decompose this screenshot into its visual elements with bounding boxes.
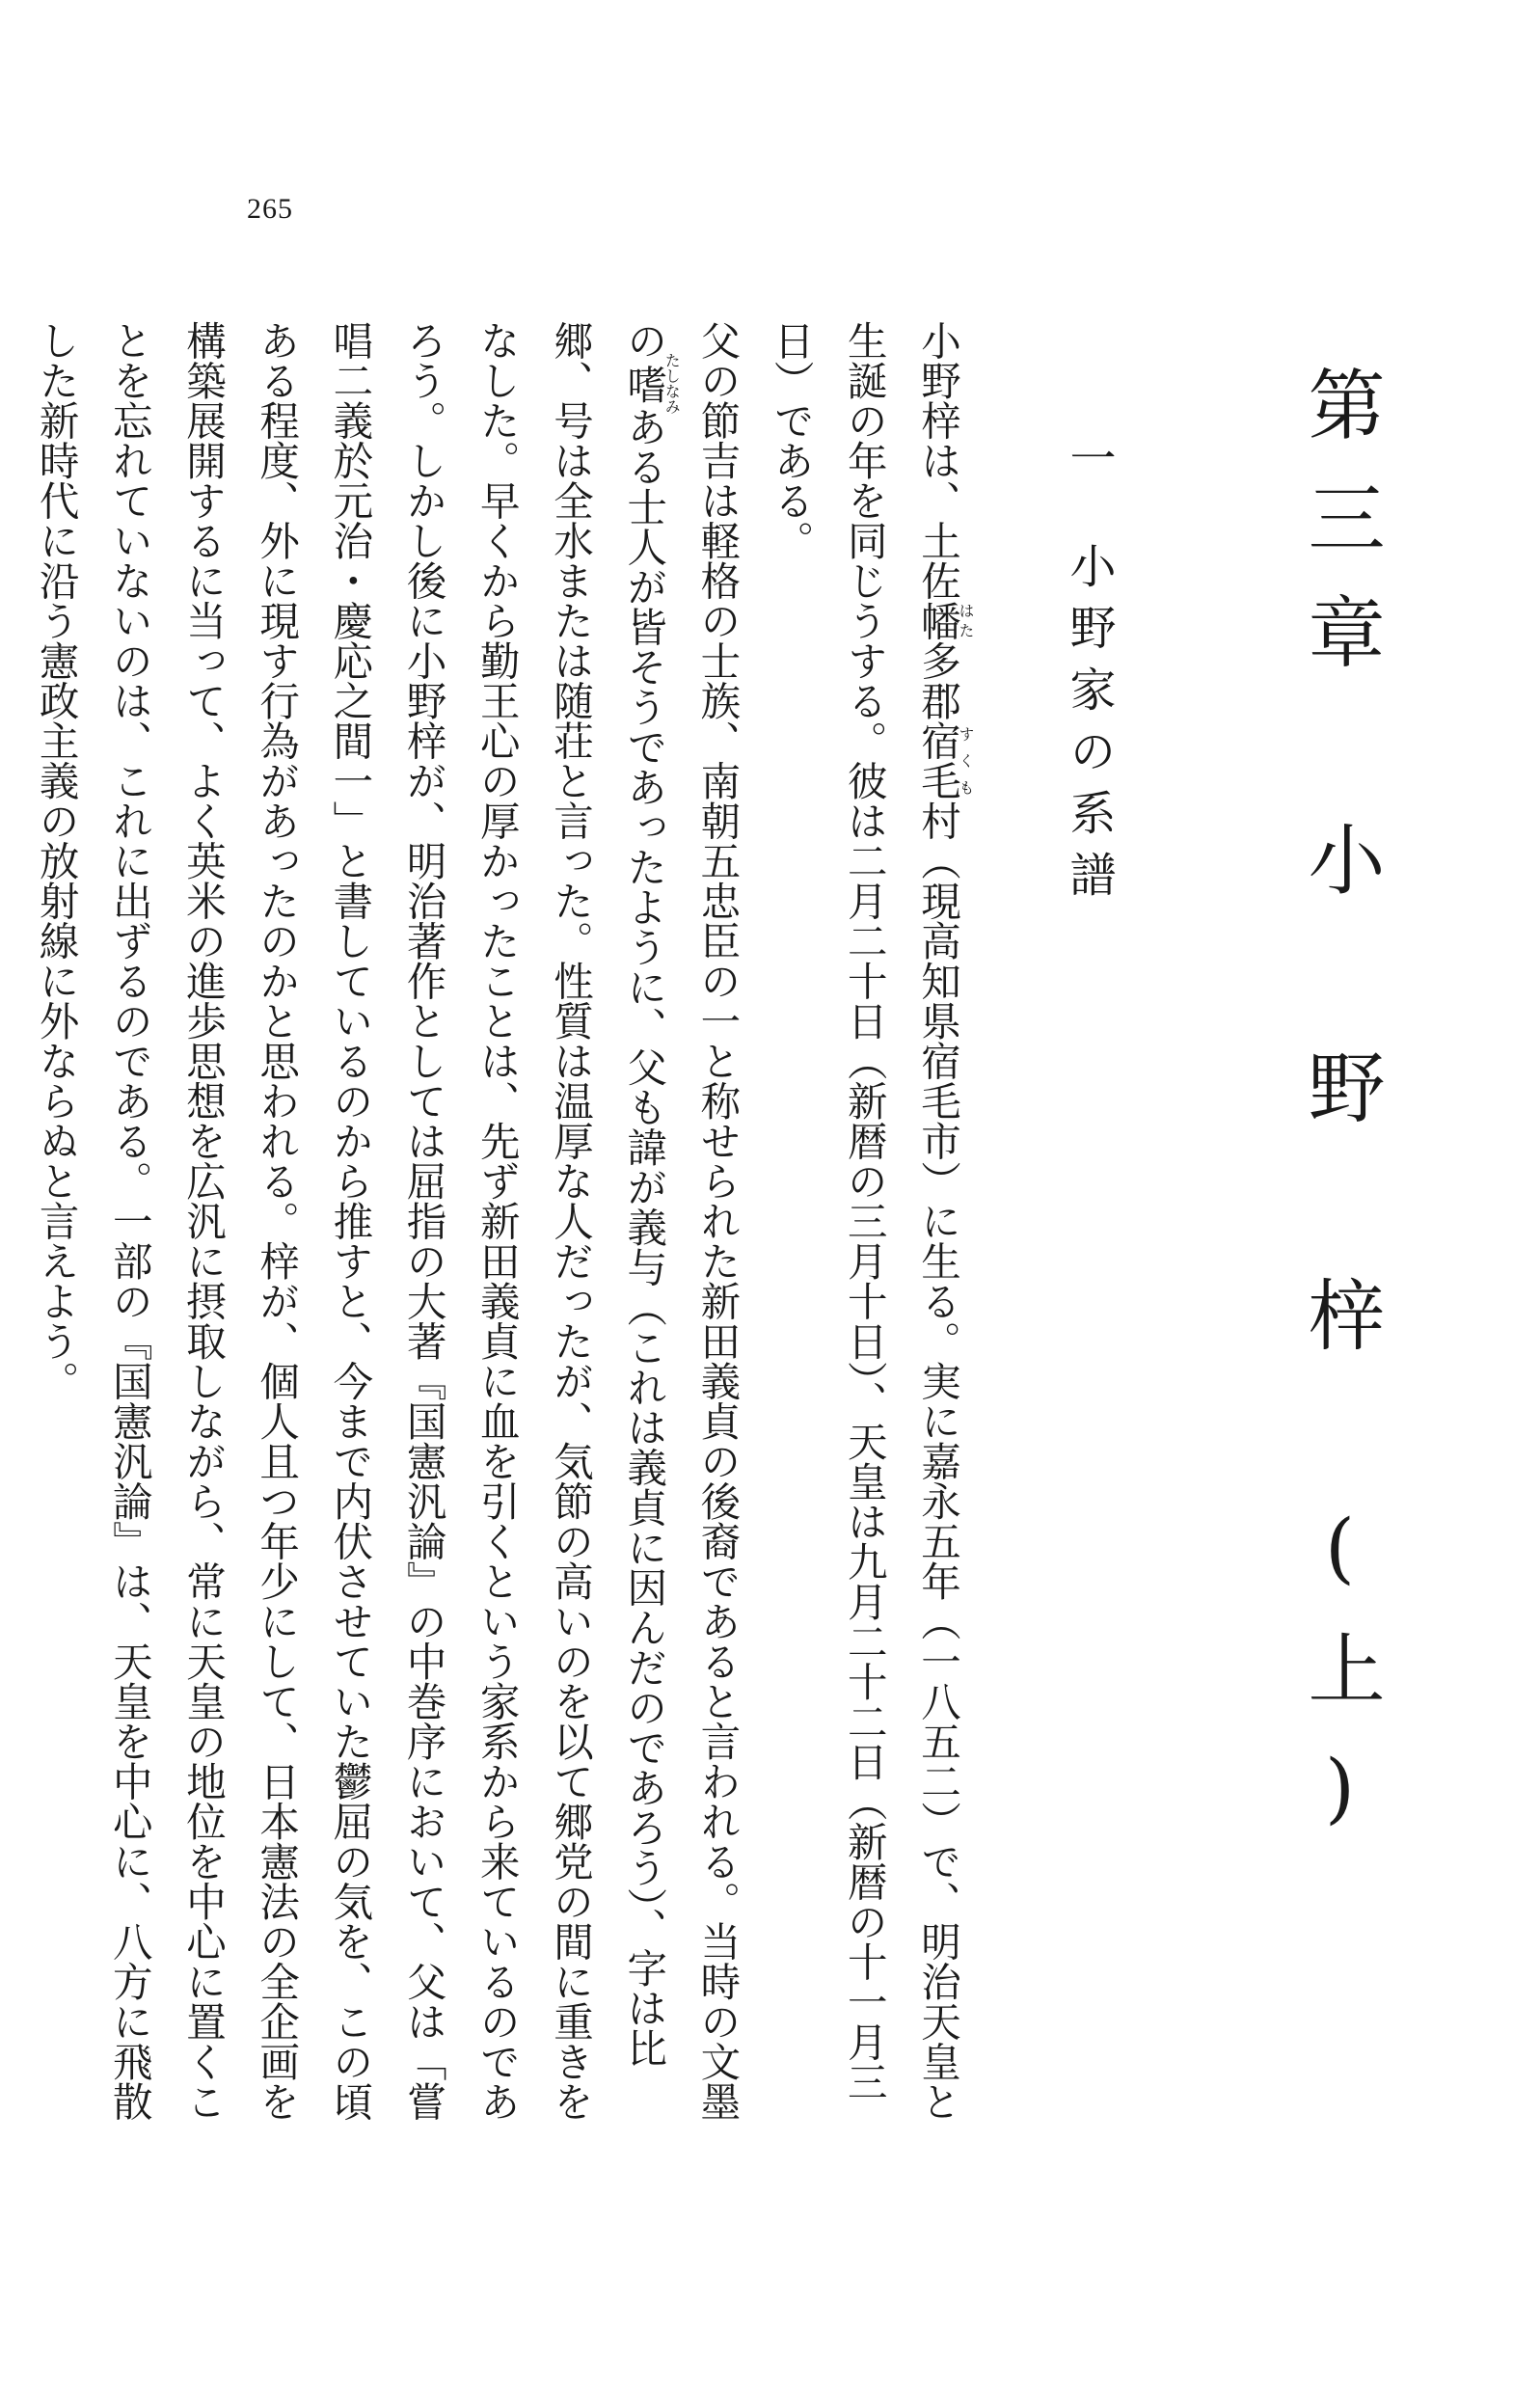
text-run: 小野梓は、土佐 (914, 320, 961, 601)
paragraph (753, 320, 974, 2133)
text-run: 村（現高知県宿毛市）に生る。実に嘉永五年（一八五二）で、明治天皇と生誕の年を同じうする。彼は二月二十日（新暦の三月十日）、天皇は九月二十二日（新暦の十一月三日）である。 (767, 320, 961, 2122)
ruby-reading: たしなみ (662, 352, 682, 415)
section-number: 一 (1062, 434, 1116, 496)
section-heading (1056, 434, 1122, 912)
ruby-reading: すくも (957, 720, 975, 800)
text-run: 父の節吉は軽格の士族、南朝五忠臣の一と称せられた新田義貞の後裔であると言われる。当時の文墨の (620, 320, 742, 2122)
ruby-base: 宿毛 (914, 720, 961, 800)
ruby-reading: はた (957, 600, 975, 640)
chapter-title: 第三章 小 野 梓 (上) (1295, 365, 1385, 1869)
page-number: 265 (247, 193, 293, 225)
paragraph (18, 320, 753, 2133)
ruby-base: 嗜 (620, 352, 668, 415)
section-title: 小野家の系譜 (1062, 542, 1116, 912)
text-run: ある士人が皆そうであったように、父も諱が義与（これは義貞に因んだのであろう）、字は比郷、号は全水または随荘と言った。性質は温厚な人だったが、気節の高いのを以て郷党の間に重きをなした。早くから勤王心の厚かったことは、先ず新田義貞に血を引くという家系から来ているのであろう。しかし後に小野梓が、明治著作としては屈指の大著『国憲汎論』の中巻序において、父は「嘗唱二義於元治・慶応之間一」と書しているのから推すと、今まで内伏させていた鬱屈の気を、この頃ある程度、外に現す行為があったのかと思われる。梓が、個人且つ年少にして、日本憲法の全企画を構築展開するに当って、よく英米の進歩思想を広汎に摂取しながら、常に天皇の地位を中心に置くことを忘れていないのは、これに出ずるのである。一部の『国憲汎論』は、天皇を中心に、八方に飛散した新時代に沿う憲政主義の放射線に外ならぬと言えよう。 (32, 320, 668, 2122)
text-run: 多郡 (914, 640, 961, 720)
body-text (32, 320, 975, 2133)
ruby-annotation (914, 600, 975, 641)
ruby-annotation (914, 720, 975, 800)
ruby-base: 幡 (914, 600, 961, 640)
ruby-annotation (620, 352, 682, 415)
